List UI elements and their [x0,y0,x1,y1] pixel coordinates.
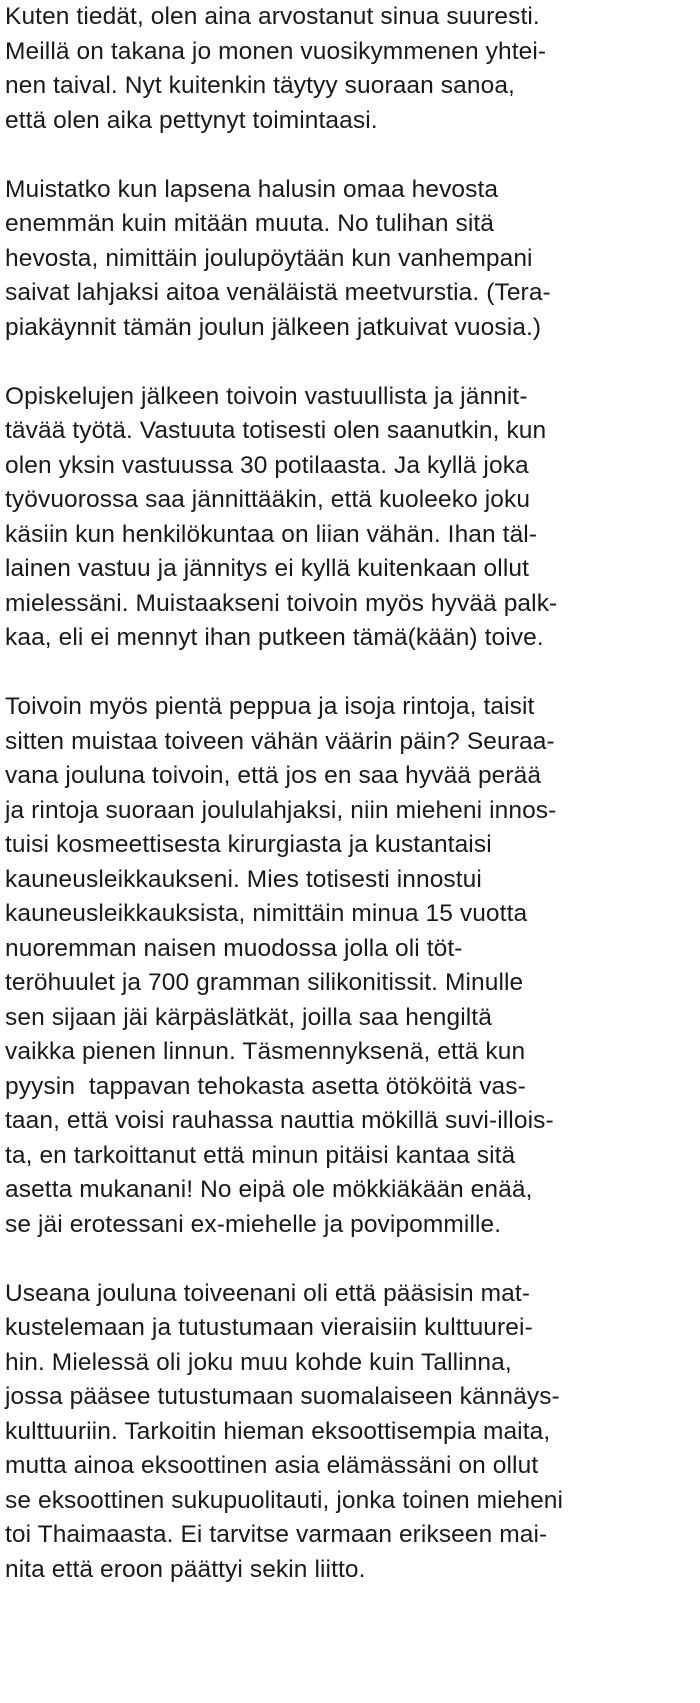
text-line: vana jouluna toivoin, että jos en saa hyvää perää [5,762,542,789]
text-line: sitten muistaa toiveen vähän väärin päin? Seuraa- [5,727,555,755]
paragraph-2 [5,173,700,346]
text-line: ta, en tarkoittanut että minun pitäisi kantaa sitä [5,1141,516,1169]
text-line: vaikka pienen linnun. Täsmennyksenä, että kun [5,1038,526,1065]
text-line: jossa pääsee tutustumaan suomalaiseen kännäys- [5,1383,560,1410]
paragraph-1 [5,0,700,138]
text-line: hin. Mielessä oli joku muu kohde kuin Tallinna, [5,1348,512,1376]
text-line: teröhuulet ja 700 gramman silikonitissit. Minulle [5,969,524,996]
text-line: kaa, eli ei mennyt ihan putkeen tämä(kään) toive. [5,624,544,651]
text-line: lainen vastuu ja jännitys ei kyllä kuitenkaan ollut [5,555,529,582]
text-line: piakäynnit tämän joulun jälkeen jatkuivat vuosia.) [5,313,542,341]
text-line: enemmän kuin mitään muuta. No tulihan sitä [5,210,495,237]
text-line: taan, että voisi rauhassa nauttia mökillä suvi-illois- [5,1107,554,1134]
paragraph-4 [5,690,700,1242]
text-line: nita että eroon päättyi sekin liitto. [5,1555,366,1583]
text-line: kauneusleikkaukseni. Mies totisesti innostui [5,865,482,893]
text-line: Useana jouluna toiveenani oli että pääsisin mat- [5,1279,531,1307]
text-line: Kuten tiedät, olen aina arvostanut sinua suuresti. [5,3,540,30]
text-line: Opiskelujen jälkeen toivoin vastuullista ja jännit- [5,382,528,410]
text-line: tävää työtä. Vastuuta totisesti olen saanutkin, kun [5,417,547,444]
text-line: hevosta, nimittäin joulupöytään kun vanhempani [5,244,533,272]
text-line: kustelemaan ja tutustumaan vieraisiin kulttuurei- [5,1314,533,1341]
text-line: Toivoin myös pientä peppua ja isoja rintoja, taisit [5,693,535,720]
text-line: käsiin kun henkilökuntaa on liian vähän. Ihan täl- [5,520,538,548]
text-line: toi Thaimaasta. Ei tarvitse varmaan erikseen mai- [5,1521,548,1548]
text-line: ja rintoja suoraan joululahjaksi, niin mieheni innos- [5,796,557,824]
text-line: asetta mukanani! No eipä ole mökkiäkään enää, [5,1176,533,1203]
text-line: sen sijaan jäi kärpäslätkät, joilla saa hengiltä [5,1003,492,1031]
text-line: tuisi kosmeettisesta kirurgiasta ja kustantaisi [5,831,492,858]
text-line: pyysin tappavan tehokasta asetta ötököitä vas- [5,1072,526,1100]
text-line: työvuorossa saa jännittääkin, että kuoleeko joku [5,486,531,513]
text-line: Muistatko kun lapsena halusin omaa hevosta [5,175,499,203]
paragraph-3 [5,380,700,656]
text-line: Meillä on takana jo monen vuosikymmenen yhtei- [5,37,547,65]
text-line: se jäi erotessani ex-miehelle ja povipommille. [5,1210,502,1238]
text-line: nen taival. Nyt kuitenkin täytyy suoraan sanoa, [5,72,515,99]
text-line: mielessäni. Muistaakseni toivoin myös hyvää palk- [5,589,558,617]
text-line: olen yksin vastuussa 30 potilaasta. Ja kyllä joka [5,451,529,479]
text-line: kulttuuriin. Tarkoitin hieman eksoottisempia maita, [5,1417,551,1445]
text-line: kauneusleikkauksista, nimittäin minua 15 vuotta [5,900,528,927]
text-line: saivat lahjaksi aitoa venäläistä meetvurstia. (Tera- [5,279,551,306]
text-line: se eksoottinen sukupuolitauti, jonka toinen mieheni [5,1486,564,1514]
paragraph-5 [5,1277,700,1588]
text-line: mutta ainoa eksoottinen asia elämässäni on ollut [5,1452,539,1479]
text-line: nuoremman naisen muodossa jolla oli töt- [5,934,463,962]
text-line: että olen aika pettynyt toimintaasi. [5,106,378,134]
